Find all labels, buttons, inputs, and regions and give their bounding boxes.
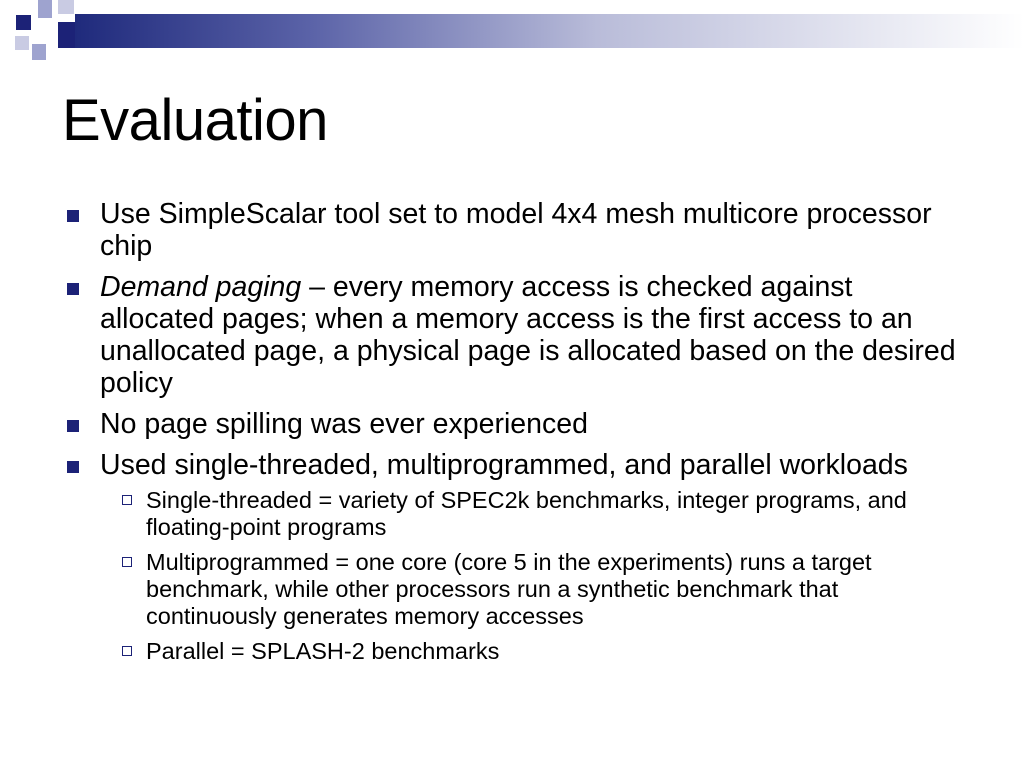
bullet-item — [62, 198, 962, 262]
subbullet-list — [100, 487, 962, 665]
bullet-emphasis: Demand paging — [100, 271, 302, 303]
bullet-text: Use SimpleScalar tool set to model 4x4 mesh multicore processor chip — [100, 198, 932, 262]
square-bullet-icon — [67, 283, 79, 295]
decorative-square — [58, 22, 75, 48]
hollow-square-bullet-icon — [122, 646, 132, 656]
header-decoration — [0, 0, 1024, 62]
bullet-item — [62, 408, 962, 440]
decorative-square — [38, 22, 52, 37]
subbullet-item — [100, 549, 962, 630]
decorative-square — [32, 44, 46, 60]
header-gradient-bar — [75, 14, 1024, 48]
bullet-text: – every memory access is checked against allocated pages; when a memory access is the first access to an unallocated page, a physical page is allocated based on the desired policy — [100, 271, 956, 399]
bullet-item — [62, 449, 962, 665]
decorative-square — [38, 0, 52, 18]
hollow-square-bullet-icon — [122, 557, 132, 567]
subbullet-text: Multiprogrammed = one core (core 5 in the experiments) runs a target benchmark, while other processors run a synthetic benchmark that continuously generates memory accesses — [146, 549, 872, 629]
square-bullet-icon — [67, 210, 79, 222]
bullet-list — [62, 198, 962, 665]
bullet-item — [62, 271, 962, 399]
slide-title: Evaluation — [62, 88, 328, 153]
bullet-text: No page spilling was ever experienced — [100, 408, 588, 440]
square-bullet-icon — [67, 461, 79, 473]
square-bullet-icon — [67, 420, 79, 432]
bullet-text: Used single-threaded, multiprogrammed, and parallel workloads — [100, 449, 908, 481]
hollow-square-bullet-icon — [122, 495, 132, 505]
decorative-square — [16, 15, 31, 30]
subbullet-text: Parallel = SPLASH-2 benchmarks — [146, 638, 500, 664]
subbullet-item — [100, 638, 962, 665]
decorative-square — [58, 0, 74, 14]
slide-body — [62, 198, 962, 674]
subbullet-text: Single-threaded = variety of SPEC2k benchmarks, integer programs, and floating-point programs — [146, 487, 907, 540]
decorative-square — [15, 36, 29, 50]
subbullet-item — [100, 487, 962, 541]
